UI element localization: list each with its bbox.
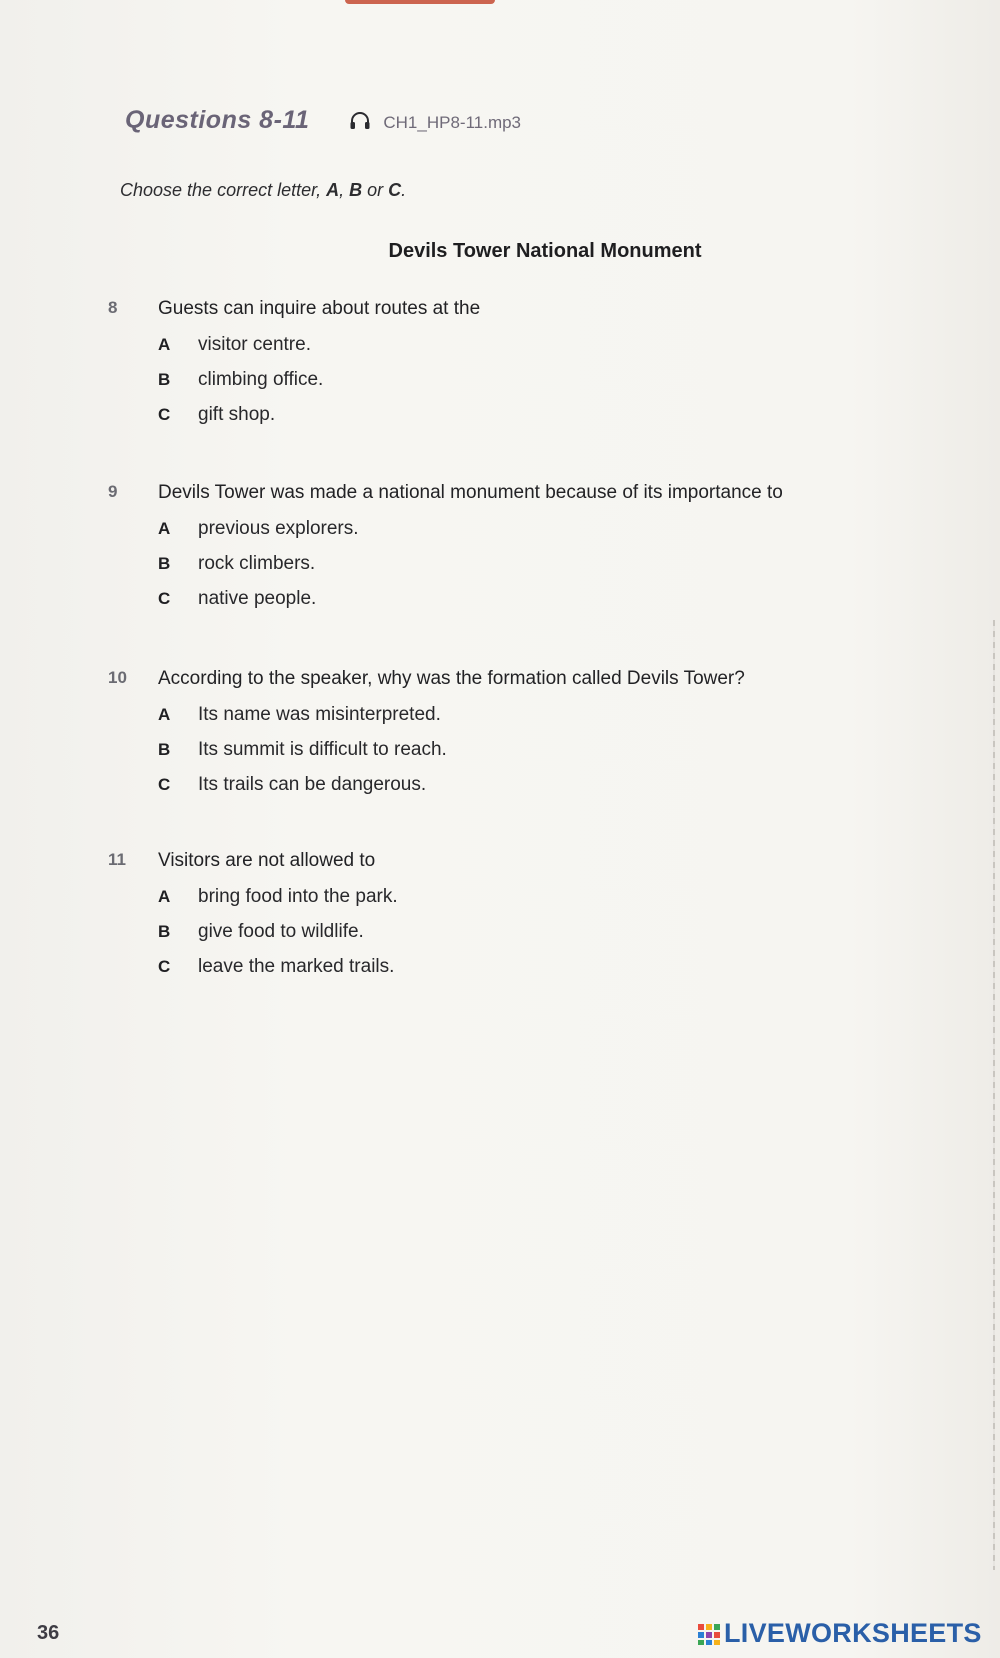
- question-11: [108, 850, 398, 991]
- instructions-prefix: Choose the correct letter,: [120, 180, 327, 200]
- option-text: give food to wildlife.: [198, 921, 364, 942]
- watermark-text: LIVEWORKSHEETS: [724, 1618, 982, 1648]
- option-letter: C: [158, 775, 171, 794]
- headphone-icon: [349, 112, 371, 130]
- option-a[interactable]: [158, 518, 783, 553]
- top-smudge: [345, 0, 495, 4]
- question-number: 9: [108, 482, 118, 501]
- question-9: [108, 482, 783, 623]
- question-text: Devils Tower was made a national monument because of its importance to: [158, 482, 783, 503]
- option-list: [158, 334, 480, 439]
- option-letter: B: [158, 554, 171, 573]
- option-text: Its name was misinterpreted.: [198, 704, 441, 725]
- option-c[interactable]: [158, 588, 783, 623]
- option-list: [158, 886, 398, 991]
- question-text: Visitors are not allowed to: [158, 850, 376, 871]
- option-letter: C: [158, 589, 171, 608]
- option-letter: A: [158, 519, 171, 538]
- audio-file-label[interactable]: CH1_HP8-11.mp3: [383, 113, 522, 132]
- option-text: Its trails can be dangerous.: [198, 774, 427, 795]
- option-text: Its summit is difficult to reach.: [198, 739, 447, 760]
- instructions-suffix: .: [401, 180, 407, 200]
- option-b[interactable]: [158, 739, 745, 774]
- question-number: 10: [108, 668, 127, 687]
- option-letter: B: [158, 370, 171, 389]
- option-text: bring food into the park.: [198, 886, 398, 907]
- option-text: visitor centre.: [198, 334, 311, 355]
- instructions-sep-1: ,: [339, 180, 350, 200]
- liveworksheets-watermark[interactable]: [697, 1618, 982, 1649]
- option-text: rock climbers.: [198, 553, 316, 574]
- instructions-letter-c: C: [388, 180, 402, 200]
- option-letter: A: [158, 705, 171, 724]
- option-c[interactable]: [158, 774, 745, 809]
- option-text: leave the marked trails.: [198, 956, 395, 977]
- option-c[interactable]: [158, 404, 480, 439]
- questions-header: [125, 106, 521, 135]
- option-list: [158, 518, 783, 623]
- option-letter: C: [158, 405, 171, 424]
- question-text: Guests can inquire about routes at the: [158, 298, 481, 319]
- option-text: previous explorers.: [198, 518, 359, 539]
- question-text: According to the speaker, why was the formation called Devils Tower?: [158, 668, 745, 689]
- section-title: Devils Tower National Monument: [388, 240, 702, 262]
- questions-title: Questions 8-11: [125, 106, 310, 134]
- option-text: gift shop.: [198, 404, 276, 425]
- option-b[interactable]: [158, 369, 480, 404]
- liveworksheets-logo-icon: [697, 1622, 721, 1646]
- question-number: 8: [108, 298, 118, 317]
- instructions: [120, 180, 406, 201]
- option-letter: C: [158, 957, 171, 976]
- option-a[interactable]: [158, 334, 480, 369]
- option-text: native people.: [198, 588, 317, 609]
- question-8: [108, 298, 480, 439]
- option-c[interactable]: [158, 956, 398, 991]
- option-text: climbing office.: [198, 369, 324, 390]
- instructions-sep-2: or: [362, 180, 389, 200]
- option-letter: A: [158, 335, 171, 354]
- page-edge-shadow: [993, 620, 995, 1570]
- option-b[interactable]: [158, 921, 398, 956]
- instructions-letter-a: A: [326, 180, 340, 200]
- option-letter: B: [158, 922, 171, 941]
- question-10: [108, 668, 745, 809]
- option-list: [158, 704, 745, 809]
- option-a[interactable]: [158, 704, 745, 739]
- question-number: 11: [108, 850, 126, 869]
- page-number: 36: [37, 1622, 60, 1644]
- option-a[interactable]: [158, 886, 398, 921]
- option-letter: B: [158, 740, 171, 759]
- option-b[interactable]: [158, 553, 783, 588]
- option-letter: A: [158, 887, 171, 906]
- instructions-letter-b: B: [349, 180, 363, 200]
